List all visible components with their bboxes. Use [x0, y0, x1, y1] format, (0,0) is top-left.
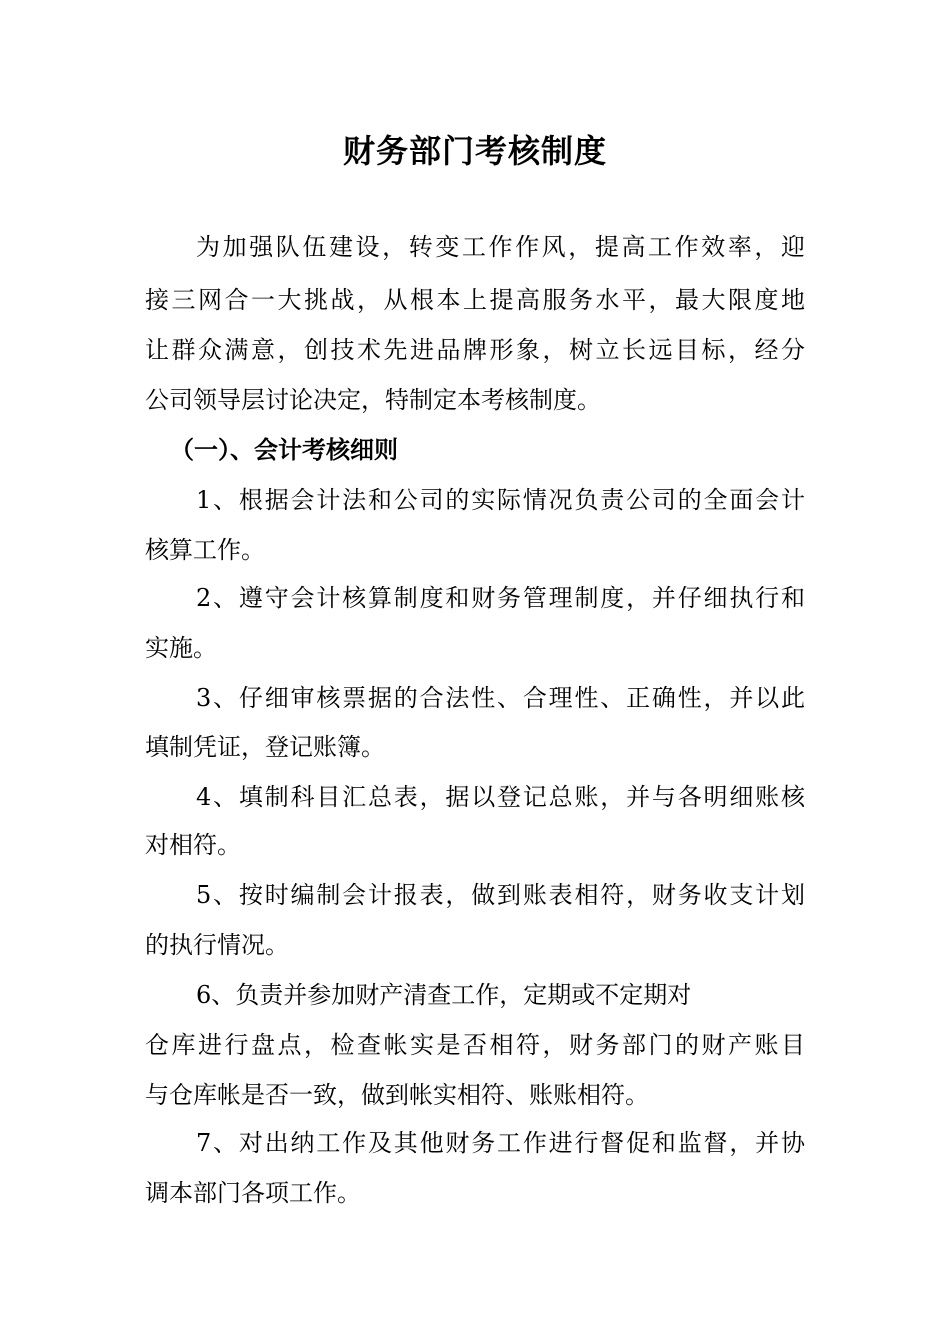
item-1-line-1: 1、根据会计法和公司的实际情况负责公司的全面会计	[196, 486, 805, 514]
item-3-line-2: 填制凭证，登记账簿。	[145, 733, 385, 761]
item-5-line-2: 的执行情况。	[145, 931, 289, 959]
item-2-line-2: 实施。	[145, 634, 217, 662]
intro-line-3: 让群众满意，创技术先进品牌形象，树立长远目标，经分	[145, 336, 805, 364]
item-6-line-1: 6、负责并参加财产清查工作，定期或不定期对	[196, 981, 692, 1009]
item-6-line-2: 仓库进行盘点，检查帐实是否相符，财务部门的财产账目	[145, 1031, 805, 1059]
document-title: 财务部门考核制度	[342, 132, 607, 170]
intro-line-4: 公司领导层讨论决定，特制定本考核制度。	[145, 386, 601, 414]
item-3-line-1: 3、仔细审核票据的合法性、合理性、正确性，并以此	[196, 684, 805, 712]
item-7-line-2: 调本部门各项工作。	[145, 1179, 361, 1207]
intro-line-2: 接三网合一大挑战，从根本上提高服务水平，最大限度地	[145, 286, 805, 314]
item-6-line-3: 与仓库帐是否一致，做到帐实相符、账账相符。	[145, 1081, 649, 1109]
item-4-line-1: 4、填制科目汇总表，据以登记总账，并与各明细账核	[196, 783, 805, 811]
intro-line-1: 为加强队伍建设，转变工作作风，提高工作效率，迎	[196, 233, 805, 261]
item-5-line-1: 5、按时编制会计报表，做到账表相符，财务收支计划	[196, 881, 805, 909]
item-1-line-2: 核算工作。	[145, 536, 265, 564]
item-4-line-2: 对相符。	[145, 831, 241, 859]
item-2-line-1: 2、遵守会计核算制度和财务管理制度，并仔细执行和	[196, 584, 805, 612]
item-7-line-1: 7、对出纳工作及其他财务工作进行督促和监督，并协	[196, 1129, 805, 1157]
section-heading: （一）、会计考核细则	[170, 435, 398, 464]
